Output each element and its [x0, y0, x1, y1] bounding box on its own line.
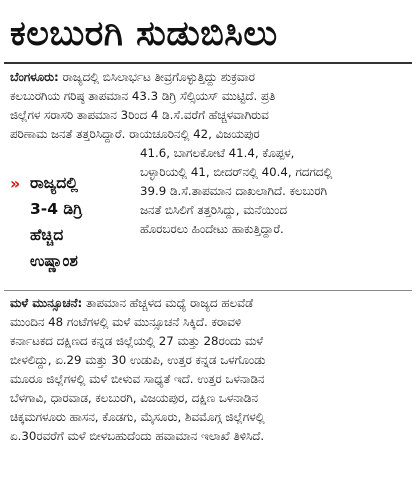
article-2-line: ಬೀಳಲಿದ್ದು, ಏ.29 ಮತ್ತು 30 ಉಡುಪಿ, ಉತ್ತರ ಕನ್ನಡ ಒಳಗೊಂಡು: [10, 353, 266, 367]
article-2-line-0: ಮಳೆ ಮುನ್ಸೂಚನೆ: ತಾಪಮಾನ ಹೆಚ್ಚಳದ ಮಧ್ಯೆ ರಾಜ್ಯದ ಹಲವೆಡೆ: [10, 296, 254, 310]
article-1-wrapped-line: ಬಳ್ಳಾರಿಯಲ್ಲಿ 41, ಬೀದರ್‌ನಲ್ಲಿ 40.4, ಗದಗದಲ್ಲಿ: [140, 165, 333, 179]
article-2-line: ಕರ್ನಾಟಕದ ದಕ್ಷಿಣದ ಕನ್ನಡ ಜಿಲ್ಲೆಯಲ್ಲಿ 27 ಮತ್ತು 28ರಂದು ಮಳೆ: [10, 334, 264, 348]
article-1-line-2: ಜಿಲ್ಲೆಗಳ ಸರಾಸರಿ ತಾಪಮಾನ 3ರಿಂದ 4 ಡಿ.ಸೆ.ವರೆಗೆ ಹೆಚ್ಚಳವಾಗಿರುವ: [10, 108, 269, 122]
article-1-wrapped-line: 39.9 ಡಿ.ಸೆ.ತಾಪಮಾನ ದಾಖಲಾಗಿದೆ. ಕಲಬುರಗಿ: [140, 184, 327, 198]
article-2-line: ಮೂರೂ ಜಿಲ್ಲೆಗಳಲ್ಲಿ ಮಳೆ ಬೀಳುವ ಸಾಧ್ಯತೆ ಇದೆ. ಉತ್ತರ ಒಳನಾಡಿನ: [10, 372, 265, 386]
article-2: [10, 294, 408, 446]
pull-quote-line: ಉಷ್ಣಾಂಶ: [30, 252, 78, 270]
article-1-wrapped-line: ಹೊರಬರಲು ಹಿಂದೇಟು ಹಾಕುತ್ತಿದ್ದಾರೆ.: [140, 222, 284, 236]
pull-quote-line: 3-4 ಡಿಗ್ರಿ: [30, 200, 83, 218]
article-1-wrapped-line: ಜನತೆ ಬಿಸಿಲಿಗೆ ತತ್ತರಿಸಿದ್ದು, ಮನೆಯಿಂದ: [140, 203, 287, 217]
article-2-line: ಬೆಳಗಾವಿ, ಧಾರವಾಡ, ಕಲಬುರಗಿ, ವಿಜಯಪುರ, ದಕ್ಷಿಣ ಒಳನಾಡಿನ: [10, 391, 258, 405]
pull-quote-arrow-icon: »: [10, 174, 21, 193]
pull-quote-text: [30, 170, 130, 274]
section-divider: [4, 290, 412, 291]
article-2-line: ಏ.30ರವರೆಗೆ ಮಳೆ ಬೀಳಬಹುದೆಂದು ಹವಾಮಾನ ಇಲಾಖೆ ತಿಳಿಸಿದೆ.: [10, 429, 265, 443]
article-1-line-1: ಕಲಬುರಗಿಯ ಗರಿಷ್ಠ ತಾಪಮಾನ 43.3 ಡಿಗ್ರಿ ಸೆಲ್ಸಿಯಸ್ ಮುಟ್ಟಿದೆ. ಪ್ರತಿ: [10, 89, 276, 103]
article-1-line-3: ಪರಿಣಾಮ ಜನತೆ ತತ್ತರಿಸಿದ್ದಾರೆ. ರಾಯಚೂರಿನಲ್ಲಿ 42, ವಿಜಯಪುರ: [10, 127, 260, 141]
article-2-line: ಮುಂದಿನ 48 ಗಂಟೆಗಳಲ್ಲಿ ಮಳೆ ಮುನ್ಸೂಚನೆ ಸಿಕ್ಕಿದೆ. ಕರಾವಳಿ: [10, 315, 242, 329]
article-1-line-0: ಬೆಂಗಳೂರು: ರಾಜ್ಯದಲ್ಲಿ ಬಿಸಿಲಾರ್ಭಟ ತೀವ್ರಗೊಳ್ಳುತ್ತಿದ್ದು ಶುಕ್ರವಾರ: [10, 70, 255, 84]
dateline: ಬೆಂಗಳೂರು:: [10, 70, 59, 84]
headline-rule: [4, 62, 412, 64]
pull-quote-line: ರಾಜ್ಯದಲ್ಲಿ: [30, 174, 78, 192]
article-1-wrapped: [140, 144, 408, 239]
pull-quote-line: ಹೆಚ್ಚಿದ: [30, 226, 64, 244]
article-1-wrapped-line: 41.6, ಬಾಗಲಕೋಟೆ 41.4, ಕೊಪ್ಪಳ,: [140, 146, 295, 160]
article-1-top: [10, 68, 408, 144]
article-2-line: ಚಿಕ್ಕಮಗಳೂರು ಹಾಸನ, ಕೊಡಗು, ಮೈಸೂರು, ಶಿವಮೊಗ್ಗ ಜಿಲ್ಲೆಗಳಲ್ಲಿ: [10, 410, 265, 424]
pull-quote: [8, 170, 128, 278]
subhead-rain-forecast: ಮಳೆ ಮುನ್ಸೂಚನೆ:: [10, 296, 83, 310]
headline: ಕಲಬುರಗಿ ಸುಡುಬಿಸಿಲು: [10, 14, 278, 54]
